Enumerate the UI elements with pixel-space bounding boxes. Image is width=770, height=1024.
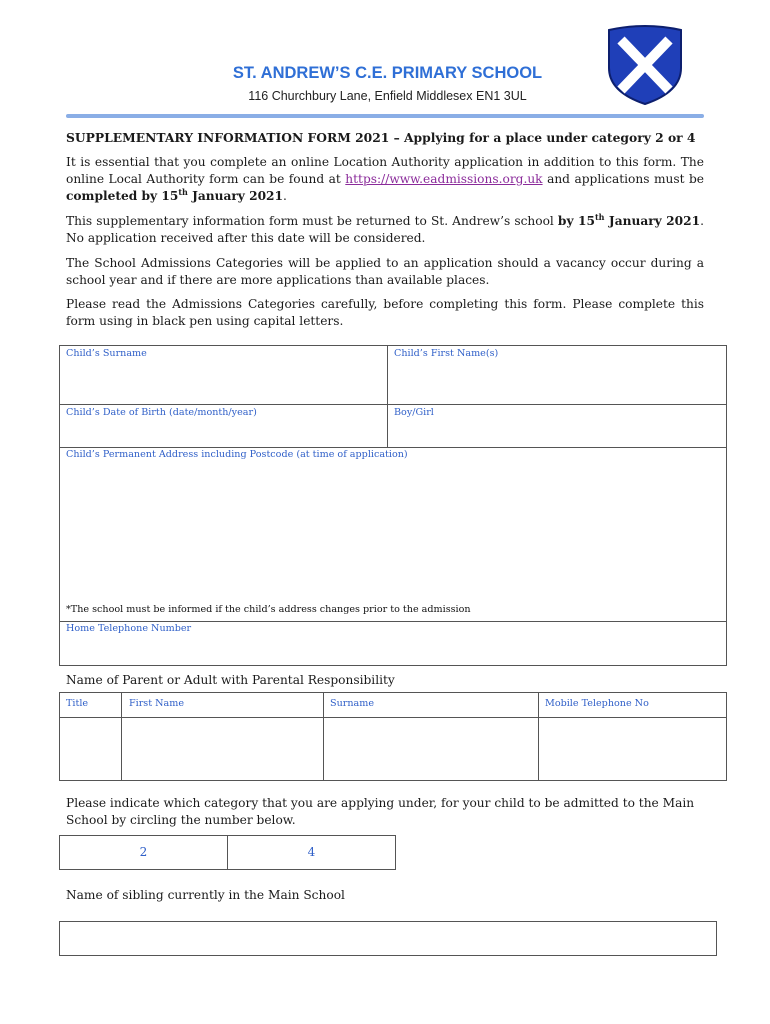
intro-text: It is essential that you complete an online Location Authority application in addition to this form. The online Local Authority form can be found at xyxy=(66,155,704,186)
parent-title-input[interactable] xyxy=(60,718,121,780)
instructions-paragraph: Please read the Admissions Categories carefully, before completing this form. Please complete this form using in black pen using capital letters. xyxy=(66,297,704,328)
return-text: . No application received after this date will be considered. xyxy=(66,214,704,245)
category-option-2[interactable]: 2 xyxy=(139,845,148,859)
child-surname-label: Child’s Surname xyxy=(66,348,147,359)
deadline-text: January 2021 xyxy=(187,189,284,203)
return-paragraph xyxy=(66,213,704,247)
child-dob-label: Child’s Date of Birth (date/month/year) xyxy=(66,407,257,418)
eadmissions-link[interactable]: https://www.eadmissions.org.uk xyxy=(345,172,543,186)
parent-first-name-input[interactable] xyxy=(122,718,323,780)
categories-paragraph: The School Admissions Categories will be applied to an application should a vacancy occur during a school year and if there are more applications than available places. xyxy=(66,256,704,287)
parent-title-header: Title xyxy=(66,698,89,709)
parent-section-label: Name of Parent or Adult with Parental Responsibility xyxy=(66,673,395,687)
ordinal-suffix: th xyxy=(178,186,188,197)
parent-surname-input[interactable] xyxy=(324,718,538,780)
sibling-label: Name of sibling currently in the Main School xyxy=(66,888,345,902)
school-address: 116 Churchbury Lane, Enfield Middlesex EN1 3UL xyxy=(248,89,527,103)
intro-text: . xyxy=(283,189,287,203)
intro-text: and applications must be xyxy=(542,172,704,186)
child-dob-field[interactable] xyxy=(60,405,387,447)
sibling-name-input[interactable] xyxy=(60,922,716,955)
parent-mobile-input[interactable] xyxy=(539,718,726,780)
category-option-4[interactable]: 4 xyxy=(307,845,316,859)
deadline-text: completed by 15 xyxy=(66,189,179,203)
home-phone-field[interactable] xyxy=(60,622,726,665)
header-divider xyxy=(66,114,704,118)
child-first-name-field[interactable] xyxy=(388,346,726,404)
parent-mobile-header: Mobile Telephone No xyxy=(545,698,649,709)
return-text: This supplementary information form must be returned to St. Andrew’s school xyxy=(66,214,558,228)
saltire-shield-icon xyxy=(605,24,685,106)
intro-paragraph-deadline xyxy=(66,154,704,205)
child-surname-field[interactable] xyxy=(60,346,387,404)
deadline-text: by 15 xyxy=(557,214,595,228)
deadline-text: January 2021 xyxy=(604,214,701,228)
ordinal-suffix: th xyxy=(594,211,605,222)
school-name: ST. ANDREW’S C.E. PRIMARY SCHOOL xyxy=(232,64,543,82)
child-gender-field[interactable] xyxy=(388,405,726,447)
parent-surname-header: Surname xyxy=(330,698,375,709)
form-title: SUPPLEMENTARY INFORMATION FORM 2021 – Applying for a place under category 2 or 4 xyxy=(66,130,696,145)
address-change-note: *The school must be informed if the child’s address changes prior to the admission xyxy=(66,604,471,615)
parent-first-name-header: First Name xyxy=(129,698,185,709)
child-gender-label: Boy/Girl xyxy=(394,407,434,418)
child-address-label: Child’s Permanent Address including Postcode (at time of application) xyxy=(66,449,408,460)
child-first-name-label: Child’s First Name(s) xyxy=(394,348,499,359)
home-phone-label: Home Telephone Number xyxy=(66,623,192,634)
category-instruction: Please indicate which category that you are applying under, for your child to be admitted to the Main School by circling the number below. xyxy=(66,796,695,827)
child-address-field[interactable] xyxy=(60,448,726,621)
